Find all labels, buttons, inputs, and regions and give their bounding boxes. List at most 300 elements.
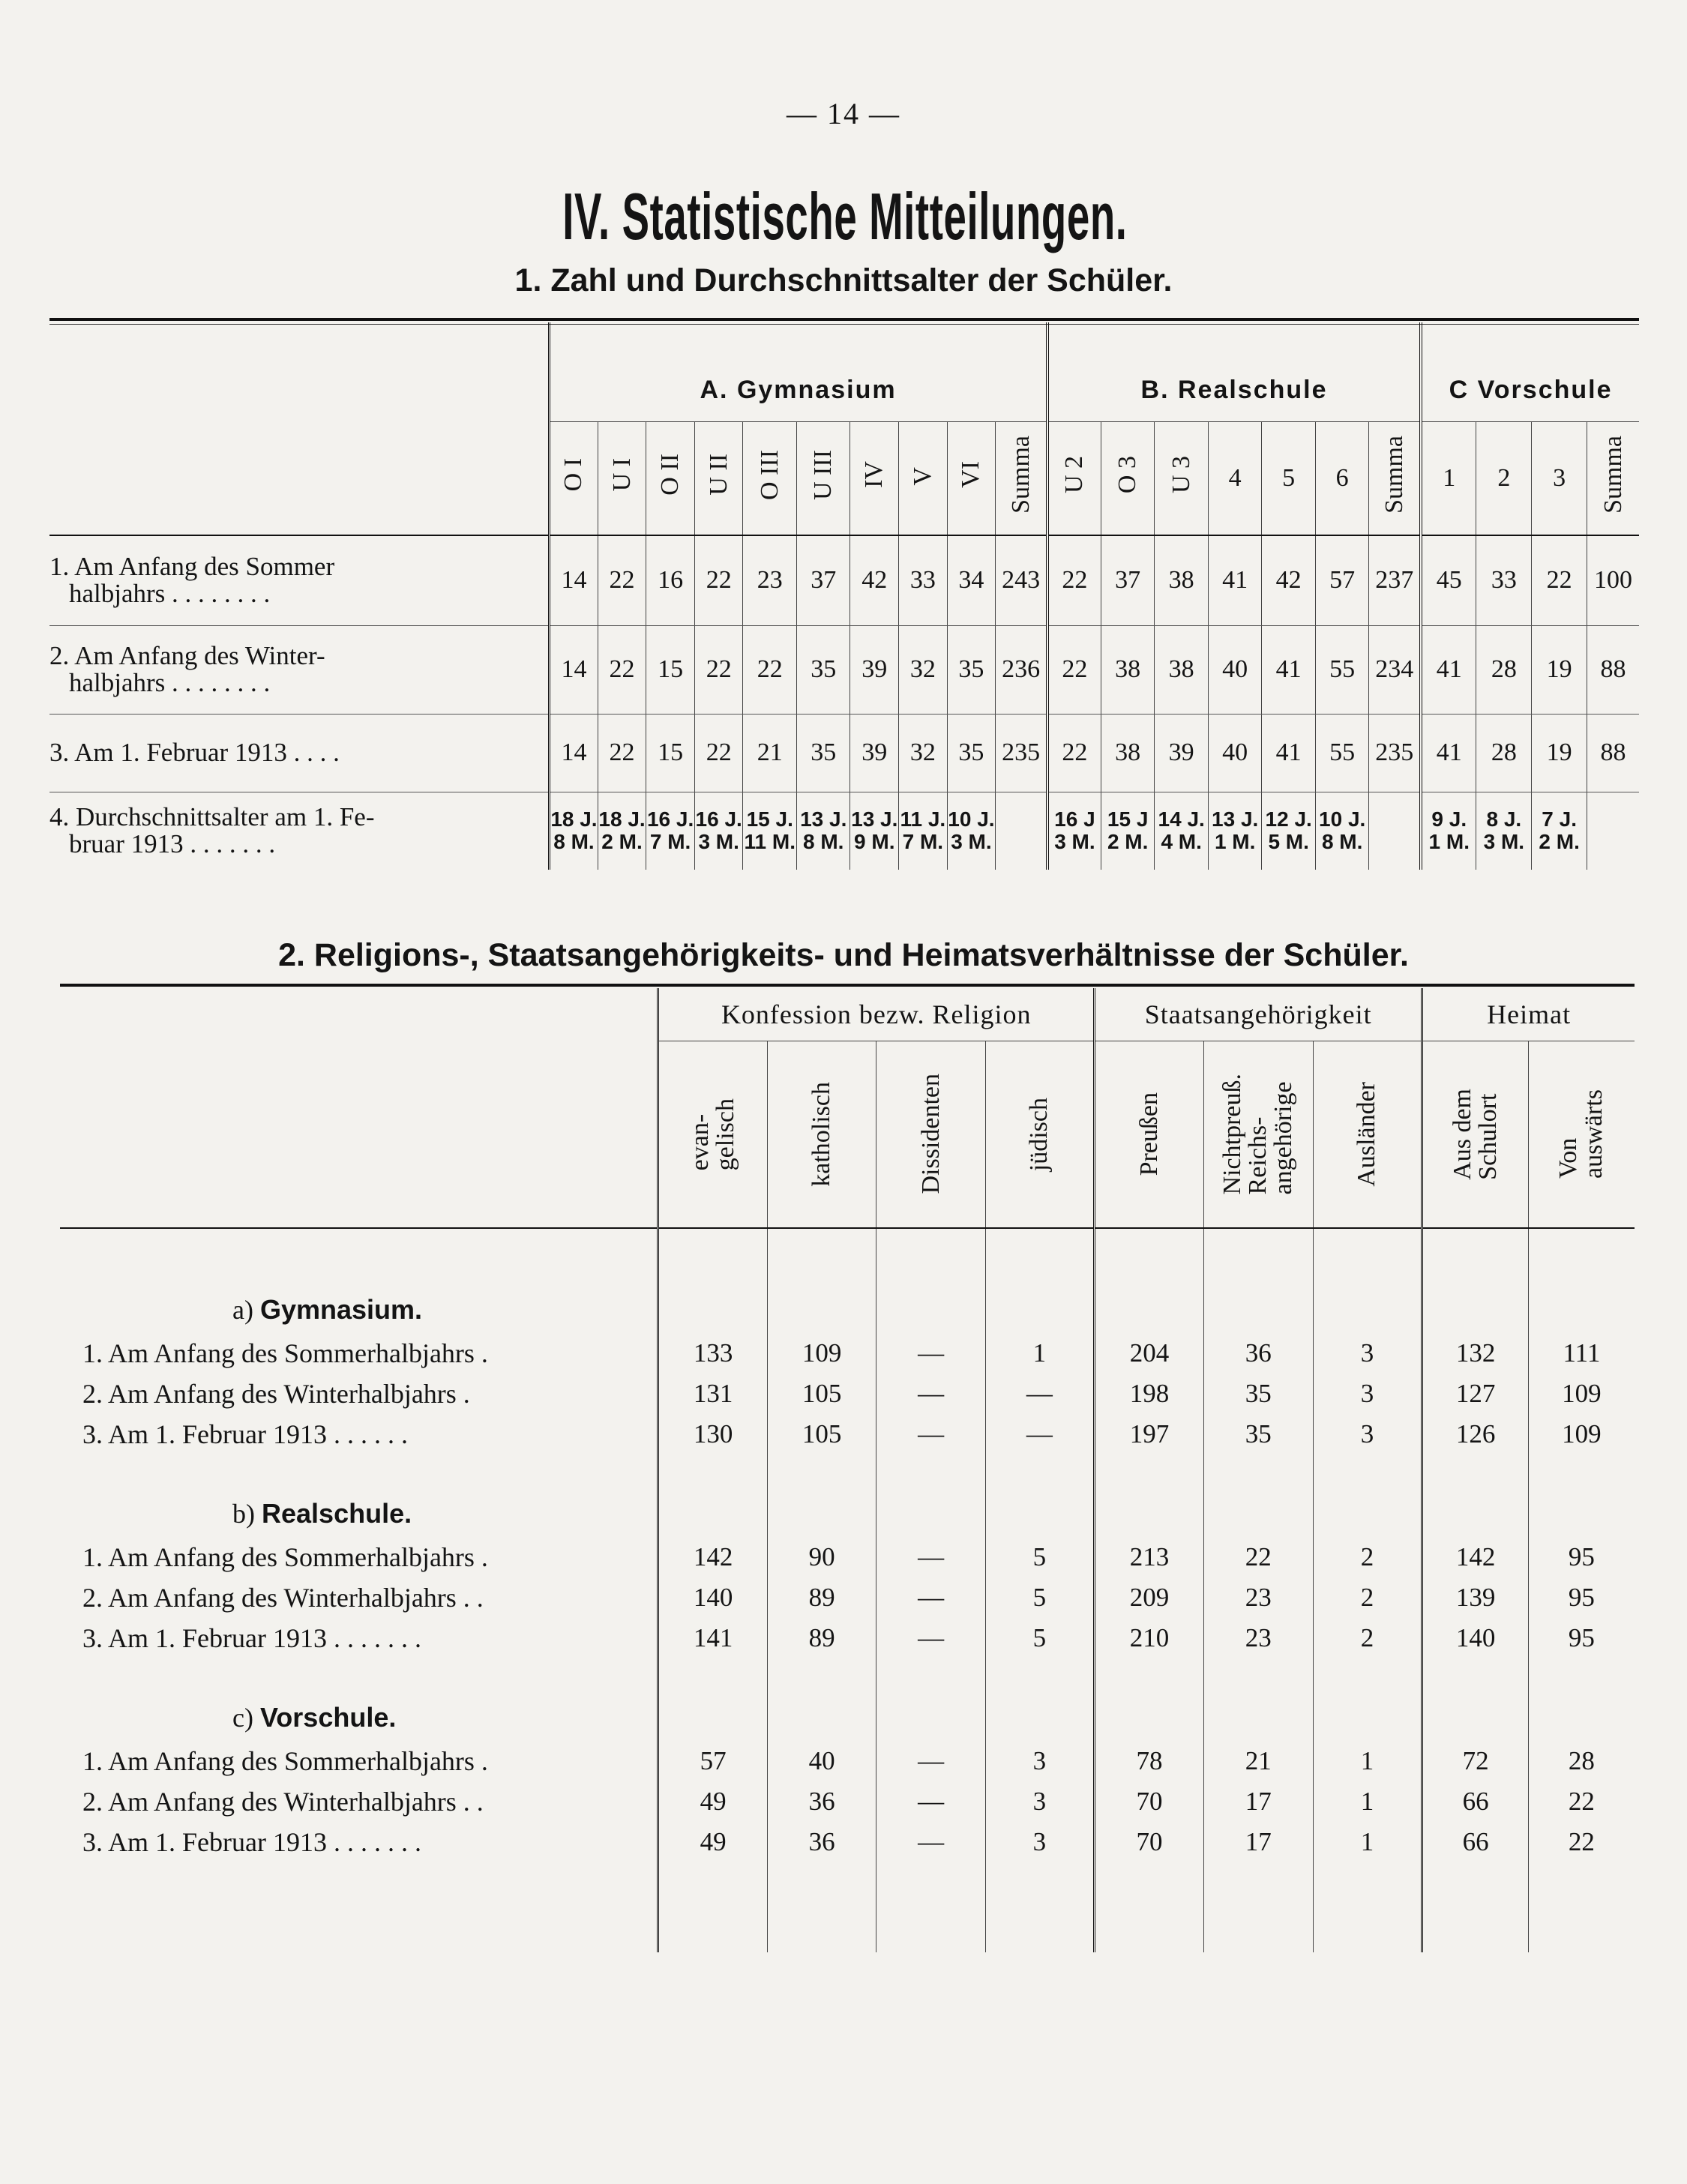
spacer-cell <box>985 1658 1094 1741</box>
table-cell: 35 <box>947 625 996 714</box>
table-cell: 32 <box>899 625 948 714</box>
spacer-cell <box>1422 1228 1529 1333</box>
table-cell: 37 <box>1101 535 1155 625</box>
table-cell: 22 <box>1047 714 1101 792</box>
table-cell: 88 <box>1587 714 1639 792</box>
spacer-cell <box>658 1228 768 1333</box>
table-cell: 139 <box>1422 1577 1529 1618</box>
spacer-cell <box>1313 1455 1422 1537</box>
table-cell: 22 <box>1203 1537 1313 1577</box>
age-months: 1 M. <box>1428 830 1470 854</box>
age-cell <box>1262 792 1316 870</box>
group-gymnasium: A. Gymnasium <box>550 322 1047 421</box>
table-cell: 109 <box>767 1333 876 1374</box>
column-header-text: Nichtpreuß. Reichs- angehörige <box>1218 1074 1298 1195</box>
table-cell: — <box>876 1741 985 1781</box>
column-header <box>658 1041 768 1228</box>
column-header <box>876 1041 985 1228</box>
age-years: 18 J. <box>598 807 646 831</box>
spacer-cell <box>1528 1455 1635 1537</box>
row-label <box>49 625 550 714</box>
column-header-text: katholisch <box>808 1081 836 1187</box>
tail-cell <box>876 1862 985 1952</box>
column-header <box>1313 1041 1422 1228</box>
table-cell: 38 <box>1155 625 1209 714</box>
table-cell: 109 <box>1528 1414 1635 1455</box>
spacer-cell <box>658 1658 768 1741</box>
table-cell: 210 <box>1095 1618 1204 1658</box>
age-cell <box>1047 792 1101 870</box>
age-months: 2 M. <box>601 830 643 854</box>
table-cell: 36 <box>767 1781 876 1822</box>
column-header-label: U 2 <box>1060 456 1089 494</box>
tail-label-cell <box>60 1862 658 1952</box>
table-cell: 38 <box>1101 714 1155 792</box>
table-cell: 234 <box>1369 625 1421 714</box>
row-label: 1. Am Anfang des Sommerhalbjahrs . <box>82 1338 488 1368</box>
age-months: 11 M. <box>744 830 796 854</box>
spacer-cell <box>767 1228 876 1333</box>
column-header-label: 5 <box>1282 463 1296 492</box>
spacer-cell <box>658 1455 768 1537</box>
column-header-label: Summa <box>1599 436 1627 514</box>
tail-cell <box>658 1862 768 1952</box>
table-cell: 88 <box>1587 625 1639 714</box>
column-header <box>1208 421 1262 535</box>
age-years: 11 J. <box>900 807 946 831</box>
table-cell: 34 <box>947 535 996 625</box>
column-header <box>550 421 598 535</box>
row-label: 3. Am 1. Februar 1913 . . . . . . <box>82 1419 408 1449</box>
section-title-text: Gymnasium. <box>259 1294 423 1325</box>
column-header-label: V <box>908 467 936 486</box>
column-header-label: 3 <box>1553 463 1566 492</box>
age-years: 12 J. <box>1265 807 1312 831</box>
row-label: 3. Am 1. Februar 1913 . . . . . . . <box>82 1827 421 1857</box>
table-cell: 105 <box>767 1414 876 1455</box>
table-cell: 95 <box>1528 1618 1635 1658</box>
table-row <box>49 535 1639 625</box>
table-cell: 22 <box>1532 535 1587 625</box>
column-header-label: VI <box>957 461 985 489</box>
column-header <box>1101 421 1155 535</box>
table-cell: 28 <box>1476 625 1532 714</box>
spacer-cell <box>767 1658 876 1741</box>
column-header <box>1528 1041 1635 1228</box>
section-title <box>60 1658 658 1741</box>
table-cell: 72 <box>1422 1741 1529 1781</box>
age-cell <box>1587 792 1639 870</box>
table-cell: 35 <box>1203 1414 1313 1455</box>
column-header-text: jüdisch <box>1025 1097 1053 1171</box>
column-header <box>1203 1041 1313 1228</box>
group-realschule: B. Realschule <box>1047 322 1421 421</box>
row-label <box>49 714 550 792</box>
table-cell: 14 <box>550 714 598 792</box>
table-cell: 198 <box>1095 1374 1204 1414</box>
table-cell: 37 <box>796 535 850 625</box>
age-months: 2 M. <box>1539 830 1580 854</box>
table-cell: 21 <box>743 714 797 792</box>
age-cell <box>1369 792 1421 870</box>
age-cell <box>598 792 646 870</box>
table-cell: 33 <box>899 535 948 625</box>
column-header-text: Dissidenten <box>916 1074 945 1195</box>
table-cell: 16 <box>646 535 695 625</box>
table-cell: 95 <box>1528 1577 1635 1618</box>
age-months: 1 M. <box>1214 830 1256 854</box>
age-years: 18 J. <box>550 807 598 831</box>
column-header <box>743 421 797 535</box>
age-years: 13 J. <box>1212 807 1259 831</box>
table-cell: 105 <box>767 1374 876 1414</box>
table-cell: 1 <box>1313 1781 1422 1822</box>
table-cell: — <box>985 1374 1094 1414</box>
row-label: 3. Am 1. Februar 1913 . . . . . . . <box>82 1623 421 1653</box>
table-cell: 243 <box>996 535 1047 625</box>
column-header-text: Preußen <box>1134 1092 1163 1176</box>
section-title <box>60 1228 658 1333</box>
table-cell: 17 <box>1203 1781 1313 1822</box>
table-cell: 141 <box>658 1618 768 1658</box>
age-cell <box>1315 792 1369 870</box>
age-years: 13 J. <box>851 807 898 831</box>
table-cell: 3 <box>1313 1333 1422 1374</box>
table-row <box>60 1741 1635 1781</box>
table-row-age <box>49 792 1639 870</box>
column-header-label: IV <box>860 461 888 489</box>
table-cell: 237 <box>1369 535 1421 625</box>
age-years: 15 J. <box>746 807 793 831</box>
tail-cell <box>1203 1862 1313 1952</box>
table-cell: 57 <box>1315 535 1369 625</box>
table-row <box>60 1333 1635 1374</box>
column-header <box>767 1041 876 1228</box>
table-cell: 14 <box>550 535 598 625</box>
table-cell: 5 <box>985 1537 1094 1577</box>
tail-cell <box>985 1862 1094 1952</box>
table-cell: 38 <box>1101 625 1155 714</box>
row-label-line: halbjahrs . . . . . . . . <box>69 579 271 609</box>
table-cell: 49 <box>658 1781 768 1822</box>
table2-top-rule <box>60 984 1635 987</box>
table-row <box>60 1822 1635 1862</box>
table-cell: 35 <box>947 714 996 792</box>
row-label-line: 2. Am Anfang des Winter- <box>49 641 325 670</box>
table-cell: 42 <box>850 535 899 625</box>
row-label: 2. Am Anfang des Winterhalbjahrs . . <box>82 1583 484 1613</box>
spacer-cell <box>1095 1658 1204 1741</box>
column-header-label: O 3 <box>1113 456 1142 494</box>
table-cell: 213 <box>1095 1537 1204 1577</box>
age-months: 7 M. <box>649 830 691 854</box>
table-cell: 45 <box>1421 535 1476 625</box>
age-cell <box>743 792 797 870</box>
table-cell: 28 <box>1528 1741 1635 1781</box>
column-header <box>1095 1041 1204 1228</box>
column-header-label: 1 <box>1443 463 1456 492</box>
table-cell: 3 <box>985 1781 1094 1822</box>
table-cell: 2 <box>1313 1577 1422 1618</box>
row-label <box>49 535 550 625</box>
age-years: 14 J. <box>1158 807 1205 831</box>
column-header-label: U III <box>809 449 838 500</box>
table-cell: 66 <box>1422 1822 1529 1862</box>
row-label-line: halbjahrs . . . . . . . . <box>69 668 271 697</box>
table-cell: 2 <box>1313 1537 1422 1577</box>
table-cell: — <box>876 1781 985 1822</box>
column-header <box>1422 1041 1529 1228</box>
age-months: 8 M. <box>1321 830 1363 854</box>
age-years: 7 J. <box>1542 807 1577 831</box>
table-cell: 22 <box>694 625 743 714</box>
column-header-label: Summa <box>1006 436 1035 514</box>
age-months: 8 M. <box>553 830 595 854</box>
table-cell: 130 <box>658 1414 768 1455</box>
table-cell: 41 <box>1262 625 1316 714</box>
age-years: 10 J. <box>948 807 995 831</box>
age-months: 3 M. <box>951 830 992 854</box>
table-cell: — <box>876 1333 985 1374</box>
spacer-cell <box>1203 1228 1313 1333</box>
page-title: IV. Statistische Mitteilungen. <box>562 179 1128 253</box>
table-cell: 89 <box>767 1577 876 1618</box>
table-cell: 3 <box>985 1822 1094 1862</box>
table-cell: 32 <box>899 714 948 792</box>
table1-top-rule <box>49 318 1639 321</box>
table-cell: 28 <box>1476 714 1532 792</box>
column-header <box>1315 421 1369 535</box>
column-header <box>694 421 743 535</box>
table-cell: 21 <box>1203 1741 1313 1781</box>
spacer-cell <box>1203 1658 1313 1741</box>
column-header <box>996 421 1047 535</box>
table-cell: 111 <box>1528 1333 1635 1374</box>
table-cell: 3 <box>985 1741 1094 1781</box>
table-cell: 78 <box>1095 1741 1204 1781</box>
table-row <box>60 1781 1635 1822</box>
table-cell: 132 <box>1422 1333 1529 1374</box>
group-heimat: Heimat <box>1422 988 1635 1041</box>
header-label-cell <box>49 322 550 535</box>
table-cell: 41 <box>1421 625 1476 714</box>
table-cell: — <box>876 1618 985 1658</box>
table-cell: 15 <box>646 714 695 792</box>
table-cell: 40 <box>1208 714 1262 792</box>
table-cell: 127 <box>1422 1374 1529 1414</box>
table-cell: — <box>876 1374 985 1414</box>
table-cell: 38 <box>1155 535 1209 625</box>
age-years: 15 J <box>1107 807 1149 831</box>
table-cell: 55 <box>1315 625 1369 714</box>
column-header <box>598 421 646 535</box>
table-cell: 1 <box>985 1333 1094 1374</box>
spacer-cell <box>767 1455 876 1537</box>
table-religion-staat-heimat <box>60 988 1635 1952</box>
table-cell: 133 <box>658 1333 768 1374</box>
section-title-row <box>60 1658 1635 1741</box>
age-months: 4 M. <box>1161 830 1202 854</box>
column-header-label: 4 <box>1228 463 1242 492</box>
table-row <box>49 625 1639 714</box>
table-cell: 15 <box>646 625 695 714</box>
tail-cell <box>1095 1862 1204 1952</box>
age-cell <box>1476 792 1532 870</box>
table-cell: 22 <box>1047 535 1101 625</box>
section-title-row <box>60 1455 1635 1537</box>
column-header-label: O III <box>755 449 784 500</box>
table-cell: 89 <box>767 1618 876 1658</box>
column-header-label: U 3 <box>1167 456 1195 494</box>
spacer-cell <box>1095 1228 1204 1333</box>
table-cell: 235 <box>996 714 1047 792</box>
age-years: 16 J. <box>695 807 742 831</box>
row-label: 1. Am Anfang des Sommerhalbjahrs . <box>82 1542 488 1572</box>
section-title-text: Vorschule. <box>259 1702 397 1733</box>
column-header <box>1476 421 1532 535</box>
age-months: 9 M. <box>854 830 895 854</box>
section-title-prefix: a) <box>232 1295 253 1325</box>
table-cell: 41 <box>1262 714 1316 792</box>
tail-cell <box>767 1862 876 1952</box>
table-row <box>60 1618 1635 1658</box>
spacer-cell <box>985 1228 1094 1333</box>
column-header-text: Von auswärts <box>1554 1089 1608 1179</box>
spacer-cell <box>1313 1658 1422 1741</box>
column-header-label: O I <box>559 458 588 492</box>
table-cell: 5 <box>985 1618 1094 1658</box>
table-cell: — <box>985 1414 1094 1455</box>
group-konfession: Konfession bezw. Religion <box>658 988 1095 1041</box>
row-label: 2. Am Anfang des Winterhalbjahrs . <box>82 1379 470 1409</box>
table-cell: 33 <box>1476 535 1532 625</box>
spacer-cell <box>876 1455 985 1537</box>
age-months: 7 M. <box>902 830 944 854</box>
page-number: — 14 — <box>787 97 900 130</box>
row-label: 2. Am Anfang des Winterhalbjahrs . . <box>82 1787 484 1817</box>
spacer-cell <box>1313 1228 1422 1333</box>
header-label-cell <box>60 988 658 1228</box>
table-cell: 131 <box>658 1374 768 1414</box>
table-cell: 41 <box>1421 714 1476 792</box>
section-title <box>60 1455 658 1537</box>
age-years: 9 J. <box>1431 807 1467 831</box>
column-header <box>850 421 899 535</box>
table-cell: 3 <box>1313 1414 1422 1455</box>
table-cell: 40 <box>767 1741 876 1781</box>
table-cell: 140 <box>1422 1618 1529 1658</box>
table-schueler-zahl <box>49 322 1639 870</box>
table-cell: 235 <box>1369 714 1421 792</box>
table-cell: 197 <box>1095 1414 1204 1455</box>
section-title-prefix: c) <box>232 1703 253 1733</box>
table-row <box>49 714 1639 792</box>
age-cell <box>850 792 899 870</box>
spacer-cell <box>985 1455 1094 1537</box>
table-cell: 39 <box>850 714 899 792</box>
spacer-cell <box>1422 1455 1529 1537</box>
table-cell: 95 <box>1528 1537 1635 1577</box>
table-cell: 5 <box>985 1577 1094 1618</box>
column-header-text: Aus dem Schulort <box>1449 1088 1503 1180</box>
table-cell: 19 <box>1532 625 1587 714</box>
section-title-row <box>60 1228 1635 1333</box>
table-cell: 55 <box>1315 714 1369 792</box>
table-cell: 36 <box>1203 1333 1313 1374</box>
column-header <box>1532 421 1587 535</box>
age-months: 8 M. <box>803 830 844 854</box>
age-cell <box>1421 792 1476 870</box>
table-cell: — <box>876 1822 985 1862</box>
tail-cell <box>1528 1862 1635 1952</box>
table-cell: 142 <box>658 1537 768 1577</box>
table-cell: 22 <box>694 714 743 792</box>
table-cell: 140 <box>658 1577 768 1618</box>
table-cell: 22 <box>694 535 743 625</box>
table-cell: 19 <box>1532 714 1587 792</box>
column-header <box>1155 421 1209 535</box>
column-header-label: O II <box>656 454 685 496</box>
table-cell: 23 <box>1203 1618 1313 1658</box>
column-header <box>1369 421 1421 535</box>
age-cell <box>947 792 996 870</box>
table-cell: 42 <box>1262 535 1316 625</box>
column-header <box>1047 421 1101 535</box>
column-header <box>1587 421 1639 535</box>
table-cell: 36 <box>767 1822 876 1862</box>
spacer-cell <box>1203 1455 1313 1537</box>
row-label-line: 1. Am Anfang des Sommer <box>49 552 335 582</box>
table-cell: — <box>876 1414 985 1455</box>
table-cell: 109 <box>1528 1374 1635 1414</box>
column-header <box>985 1041 1094 1228</box>
age-months: 5 M. <box>1268 830 1309 854</box>
section2-heading: 2. Religions-, Staatsangehörigkeits- und Heimatsverhältnisse der Schüler. <box>278 937 1409 973</box>
column-header-text: Ausländer <box>1353 1081 1381 1187</box>
row-label: 1. Am Anfang des Sommerhalbjahrs . <box>82 1746 488 1776</box>
spacer-cell <box>1095 1455 1204 1537</box>
table-cell: 41 <box>1208 535 1262 625</box>
age-cell <box>1208 792 1262 870</box>
spacer-cell <box>1528 1228 1635 1333</box>
column-header <box>899 421 948 535</box>
table-cell: 17 <box>1203 1822 1313 1862</box>
age-cell <box>694 792 743 870</box>
age-years: 16 J. <box>646 807 694 831</box>
column-header <box>646 421 695 535</box>
column-header <box>1421 421 1476 535</box>
table-cell: 39 <box>850 625 899 714</box>
age-cell <box>1532 792 1587 870</box>
age-years: 10 J. <box>1319 807 1366 831</box>
table-cell: 66 <box>1422 1781 1529 1822</box>
table-cell: 90 <box>767 1537 876 1577</box>
age-cell <box>996 792 1047 870</box>
table-cell: 22 <box>598 625 646 714</box>
age-cell <box>646 792 695 870</box>
column-header-label: Summa <box>1380 436 1408 514</box>
column-header-label: 6 <box>1335 463 1349 492</box>
table-cell: — <box>876 1577 985 1618</box>
column-header <box>796 421 850 535</box>
table-cell: 35 <box>1203 1374 1313 1414</box>
group-vorschule: C Vorschule <box>1421 322 1639 421</box>
column-header-label: 2 <box>1497 463 1511 492</box>
table-row <box>60 1537 1635 1577</box>
table-cell: 22 <box>1528 1822 1635 1862</box>
table-cell: 22 <box>1528 1781 1635 1822</box>
table-row <box>60 1374 1635 1414</box>
